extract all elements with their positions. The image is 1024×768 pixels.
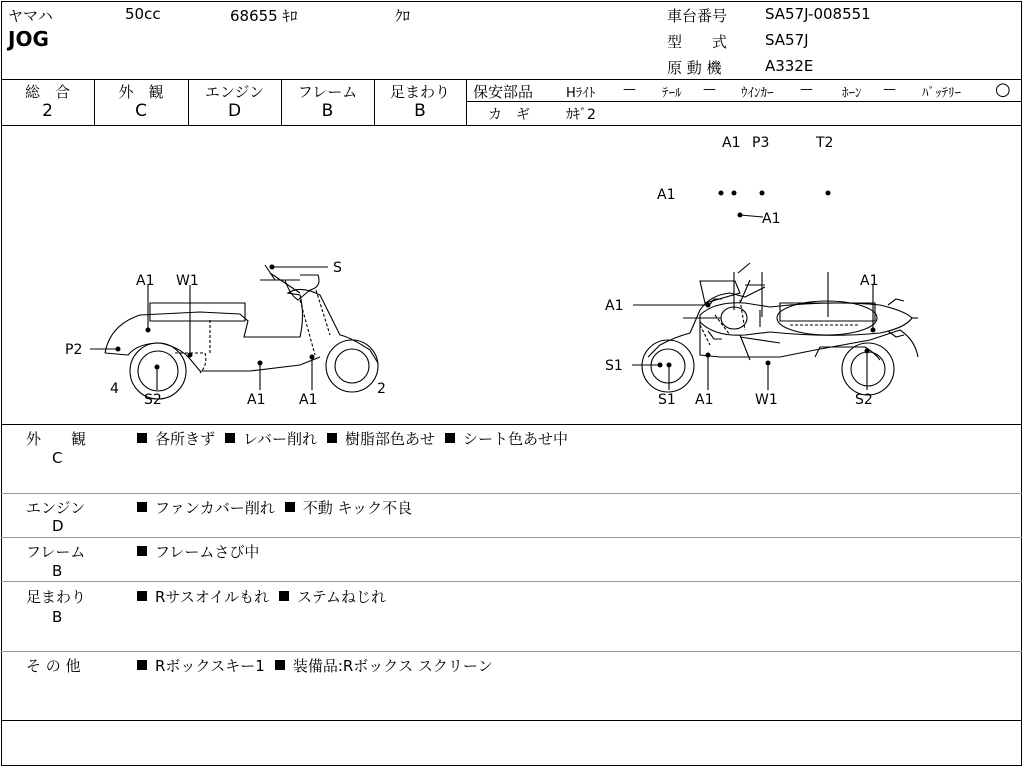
- remark-cat-exterior: 外 観: [26, 430, 87, 448]
- type-value: SA57J: [765, 31, 809, 49]
- diag-left-w1: W1: [176, 273, 199, 289]
- mileage: 68655 ｷﾛ: [230, 7, 298, 25]
- type-label: 型 式: [667, 33, 728, 51]
- diag-top-a1-bottom: A1: [762, 211, 781, 227]
- diag-top-a1: A1: [722, 135, 741, 151]
- diag-top-a1-left: A1: [657, 187, 676, 203]
- grade-header-overall: 総 合: [24, 83, 70, 101]
- diag-left-2: 2: [377, 381, 386, 397]
- safety-headlight-label: Hﾗｲﾄ: [566, 86, 596, 101]
- remark-cat-frame: フレーム: [26, 543, 86, 561]
- diag-right-s2: S2: [855, 392, 873, 408]
- remark-items-other: Rボックスキー1 装備品:Rボックス スクリーン: [137, 655, 503, 676]
- key-label: カ ギ: [488, 107, 530, 123]
- remark-items-engine: ファンカバー削れ 不動 キック不良: [137, 497, 422, 518]
- diag-left-a1-rear: A1: [299, 392, 318, 408]
- remark-grade-engine: D: [52, 517, 64, 535]
- safety-winker-mark: —: [800, 82, 813, 97]
- grade-header-exterior: 外 観: [118, 83, 164, 101]
- model-name: JOG: [8, 27, 49, 51]
- grade-value-overall: 2: [42, 101, 53, 121]
- diag-top-t2: T2: [816, 135, 834, 151]
- key-value: ｶｷﾞ2: [566, 107, 596, 123]
- safety-battery-mark: ○: [995, 79, 1011, 100]
- damage-diagram: [0, 125, 1024, 425]
- safety-horn-mark: —: [883, 82, 896, 97]
- frame-no: SA57J-008551: [765, 5, 871, 23]
- diag-right-s1: S1: [658, 392, 676, 408]
- diag-left-a1: A1: [136, 273, 155, 289]
- remark-cat-suspension: 足まわり: [26, 588, 87, 606]
- grade-header-frame: フレーム: [297, 83, 358, 101]
- diag-left-a1-mid: A1: [247, 392, 266, 408]
- remark-items-frame: フレームさび中: [137, 541, 269, 562]
- grade-header-suspension: 足まわり: [389, 83, 450, 101]
- diag-left-s2: S2: [144, 392, 162, 408]
- displacement: 50cc: [125, 5, 161, 23]
- remark-grade-exterior: C: [52, 449, 63, 467]
- remark-items-exterior: 各所きず レバー削れ 樹脂部色あせ シート色あせ中: [137, 428, 578, 449]
- grade-value-suspension: B: [414, 101, 426, 121]
- safety-title: 保安部品: [473, 83, 534, 101]
- safety-battery-label: ﾊﾞｯﾃﾘｰ: [922, 86, 961, 101]
- grade-value-engine: D: [227, 101, 242, 121]
- top-view-scooter: [700, 280, 918, 360]
- grade-value-exterior: C: [135, 101, 147, 121]
- safety-headlight-mark: —: [623, 82, 636, 97]
- remark-cat-other: そ の 他: [26, 657, 81, 675]
- diag-right-a1: A1: [695, 392, 714, 408]
- diag-right-a1-front: A1: [605, 298, 624, 314]
- diag-left-4: 4: [110, 381, 119, 397]
- diag-top-p3: P3: [752, 135, 770, 151]
- safety-tail-mark: —: [703, 82, 716, 97]
- remark-grade-suspension: B: [52, 608, 63, 626]
- engine-label: 原 動 機: [667, 59, 722, 77]
- remark-cat-engine: エンジン: [26, 499, 86, 517]
- diag-right-s1-left: S1: [605, 358, 623, 374]
- safety-tail-label: ﾃｰﾙ: [662, 86, 682, 101]
- grade-value-frame: B: [321, 101, 334, 121]
- maker: ヤマハ: [8, 7, 53, 25]
- grade-header-engine: エンジン: [204, 83, 265, 101]
- remark-grade-frame: B: [52, 562, 63, 580]
- frame-no-label: 車台番号: [667, 7, 728, 25]
- diag-left-s: S: [333, 260, 342, 276]
- safety-winker-label: ｳｲﾝｶｰ: [741, 86, 774, 101]
- remark-items-suspension: Rサスオイルもれ ステムねじれ: [137, 586, 396, 607]
- diag-right-a1-rear: A1: [860, 273, 879, 289]
- diag-right-w1: W1: [755, 392, 778, 408]
- safety-horn-label: ﾎｰﾝ: [842, 86, 862, 101]
- color: ｸﾛ: [395, 7, 411, 25]
- diag-left-p2: P2: [65, 342, 83, 358]
- engine-value: A332E: [765, 57, 814, 75]
